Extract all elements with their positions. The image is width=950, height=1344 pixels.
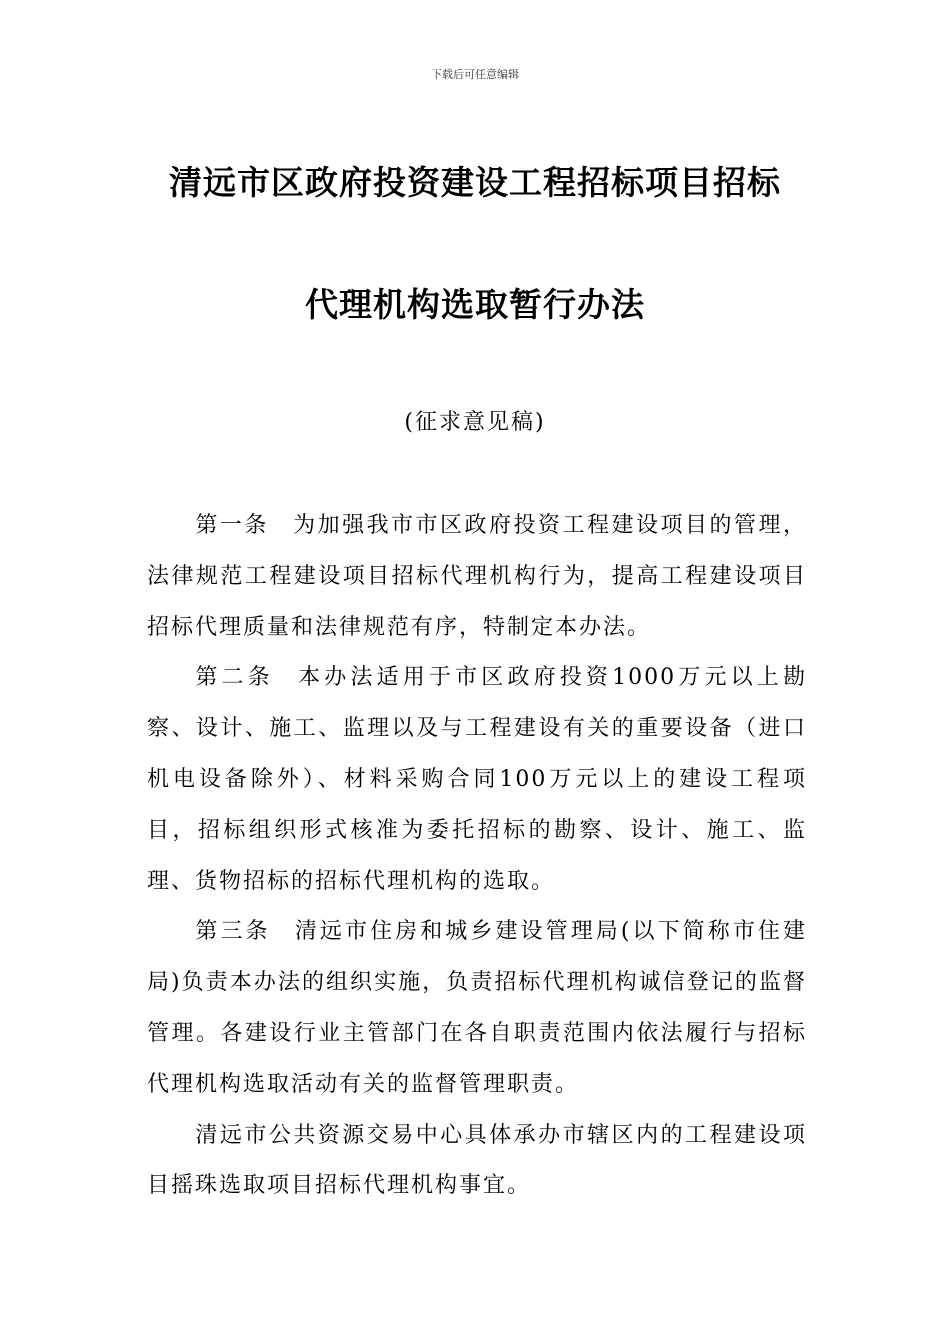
paragraph: 清远市公共资源交易中心具体承办市辖区内的工程建设项目摇珠选取项目招标代理机构事宜。 [147, 1122, 807, 1199]
article-3 [147, 907, 807, 1110]
document-title-line-1: 清远市区政府投资建设工程招标项目招标 [169, 163, 781, 202]
article-text: 本办法适用于市区政府投资1000万元以上勘察、设计、施工、监理以及与工程建设有关的重要设备（进口机电设备除外）、材料采购合同100万元以上的建设工程项目，招标组织形式核准为委托招标的勘察、设计、施工、监理、货物招标的招标代理机构的选取。 [147, 665, 807, 894]
article-text: 为加强我市市区政府投资工程建设项目的管理，法律规范工程建设项目招标代理机构行为，提高工程建设项目招标代理质量和法律规范有序，特制定本办法。 [147, 513, 807, 640]
article-text: 清远市住房和城乡建设管理局(以下简称市住建局)负责本办法的组织实施，负责招标代理机构诚信登记的监督管理。各建设行业主管部门在各自职责范围内依法履行与招标代理机构选取活动有关的监督管理职责。 [147, 919, 807, 1097]
article-1 [147, 501, 807, 653]
document-title-line-2: 代理机构选取暂行办法 [305, 285, 645, 324]
header-note: 下载后可任意编辑 [431, 68, 519, 81]
document-body [147, 501, 807, 1212]
article-2 [147, 653, 807, 907]
article-number: 第一条 [195, 513, 269, 538]
draft-subtitle: (征求意见稿) [404, 410, 546, 435]
article-number: 第三条 [195, 919, 271, 945]
article-number: 第二条 [195, 665, 274, 691]
